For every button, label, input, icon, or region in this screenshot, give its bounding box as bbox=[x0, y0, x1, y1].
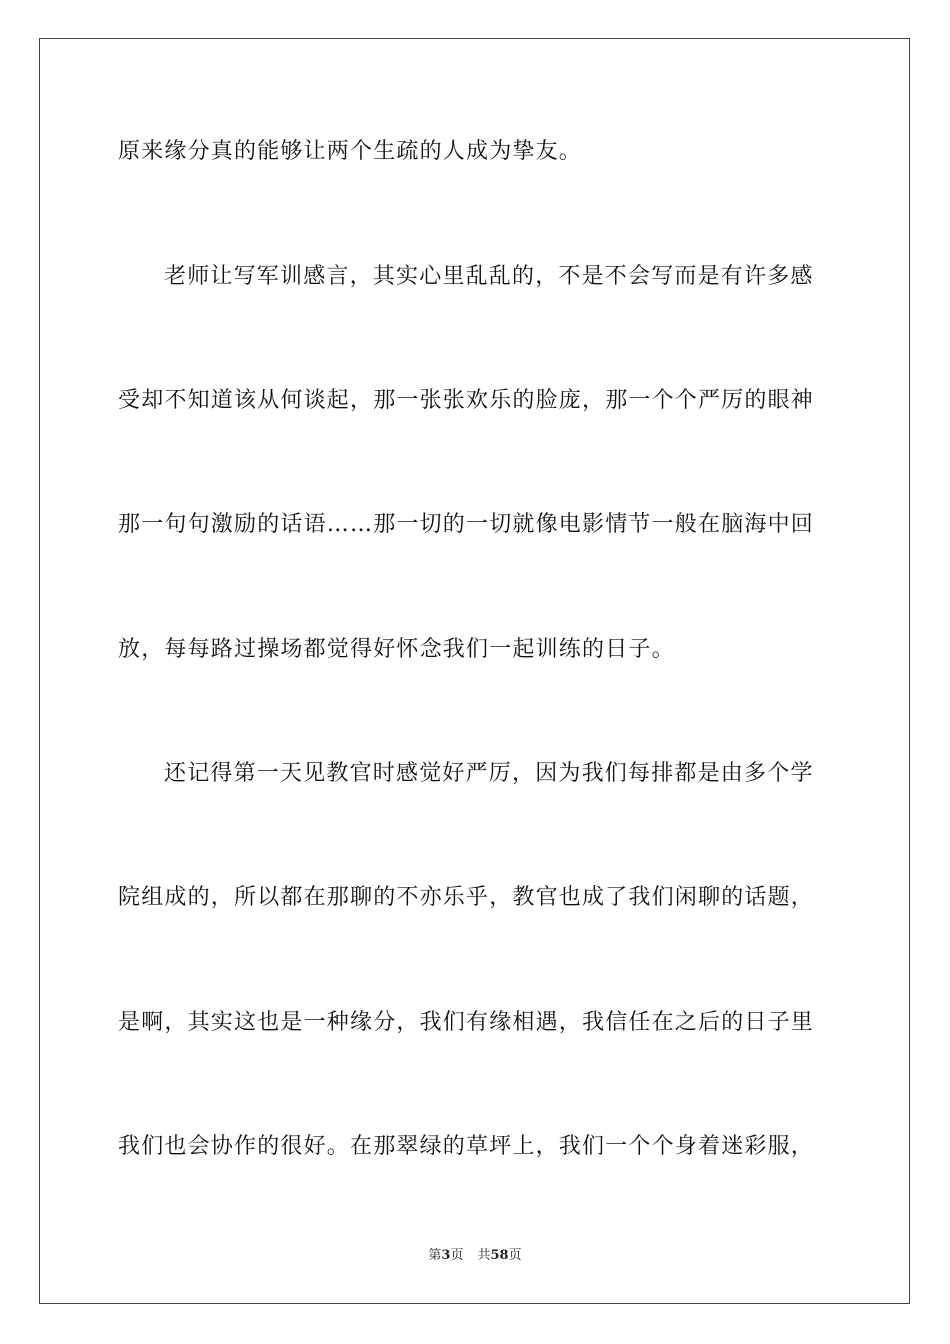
text-line-9: 我们也会协作的很好。在那翠绿的草坪上，我们一个个身着迷彩服， bbox=[118, 1134, 815, 1159]
text-line-5: 放，每每路过操场都觉得好怀念我们一起训练的日子。 bbox=[118, 637, 675, 662]
text-line-6: 还记得第一天见教官时感觉好严厉，因为我们每排都是由多个学 bbox=[164, 761, 814, 786]
total-prefix: 共 bbox=[477, 1248, 491, 1263]
page-suffix: 页 bbox=[450, 1248, 464, 1263]
page-number: 3 bbox=[441, 1248, 451, 1263]
total-pages: 58 bbox=[490, 1248, 509, 1263]
text-line-4: 那一句句激励的话语……那一切的一切就像电影情节一般在脑海中回 bbox=[118, 512, 815, 537]
total-suffix: 页 bbox=[508, 1248, 522, 1263]
page-border bbox=[39, 38, 910, 1304]
text-line-1: 原来缘分真的能够让两个生疏的人成为挚友。 bbox=[118, 139, 583, 164]
text-line-2: 老师让写军训感言，其实心里乱乱的，不是不会写而是有许多感 bbox=[164, 264, 814, 289]
page-footer bbox=[0, 1247, 950, 1265]
page-prefix: 第 bbox=[428, 1248, 442, 1263]
text-line-8: 是啊，其实这也是一种缘分，我们有缘相遇，我信任在之后的日子里 bbox=[118, 1010, 815, 1035]
text-line-7: 院组成的，所以都在那聊的不亦乐乎，教官也成了我们闲聊的话题， bbox=[118, 885, 815, 910]
text-line-3: 受却不知道该从何谈起，那一张张欢乐的脸庞，那一个个严厉的眼神 bbox=[118, 388, 815, 413]
